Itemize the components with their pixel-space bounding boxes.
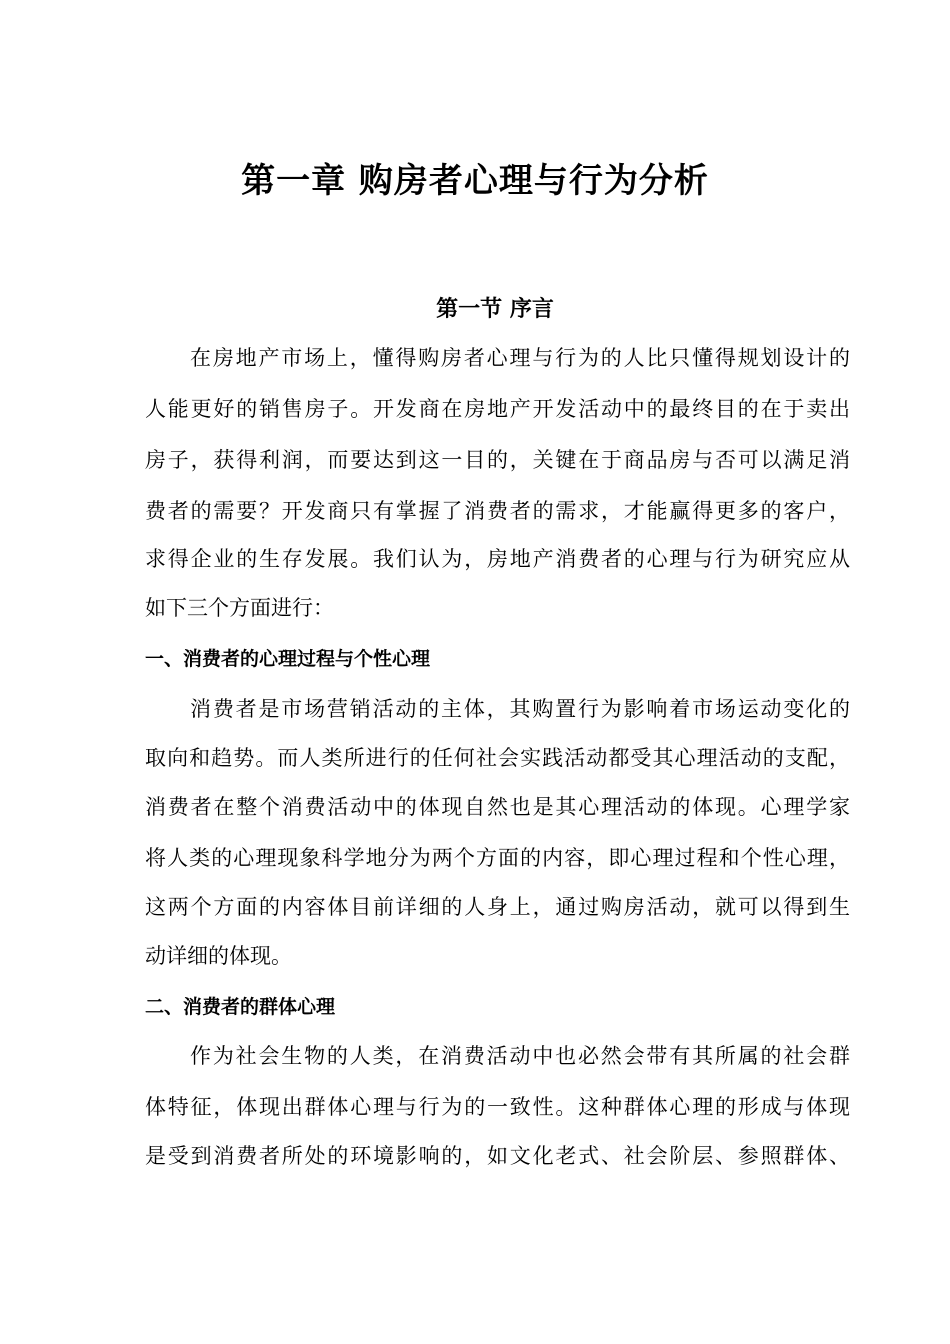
section-title: 第一节 序言 [436, 297, 554, 322]
paragraph-line: 房子，获得利润，而要达到这一目的，关键在于商品房与否可以满足消 [145, 448, 850, 472]
paragraph-line: 消费者在整个消费活动中的体现自然也是其心理活动的体现。心理学家 [145, 795, 850, 819]
paragraph-line: 体特征，体现出群体心理与行为的一致性。这种群体心理的形成与体现 [145, 1095, 850, 1119]
paragraph-line: 消费者是市场营销活动的主体，其购置行为影响着市场运动变化的 [190, 697, 850, 721]
paragraph-line: 如下三个方面进行： [145, 596, 334, 620]
paragraph-line: 费者的需要？开发商只有掌握了消费者的需求，才能赢得更多的客户， [145, 499, 850, 523]
paragraph-line: 动详细的体现。 [145, 944, 292, 968]
paragraph-line: 将人类的心理现象科学地分为两个方面的内容，即心理过程和个性心理， [145, 846, 850, 870]
paragraph-line: 人能更好的销售房子。开发商在房地产开发活动中的最终目的在于卖出 [145, 397, 850, 421]
paragraph-line: 在房地产市场上，懂得购房者心理与行为的人比只懂得规划设计的 [190, 346, 850, 370]
paragraph-line: 这两个方面的内容体目前详细的人身上，通过购房活动，就可以得到生 [145, 895, 850, 919]
paragraph-line: 取向和趋势。而人类所进行的任何社会实践活动都受其心理活动的支配， [145, 746, 850, 770]
paragraph-line: 求得企业的生存发展。我们认为，房地产消费者的心理与行为研究应从 [145, 547, 850, 571]
paragraph-line: 是受到消费者所处的环境影响的，如文化老式、社会阶层、参照群体、 [145, 1144, 850, 1168]
subsection-heading: 一、消费者的心理过程与个性心理 [145, 648, 431, 670]
paragraph-line: 作为社会生物的人类，在消费活动中也必然会带有其所属的社会群 [190, 1044, 850, 1068]
chapter-title: 第一章 购房者心理与行为分析 [241, 161, 709, 201]
subsection-heading: 二、消费者的群体心理 [145, 996, 336, 1018]
